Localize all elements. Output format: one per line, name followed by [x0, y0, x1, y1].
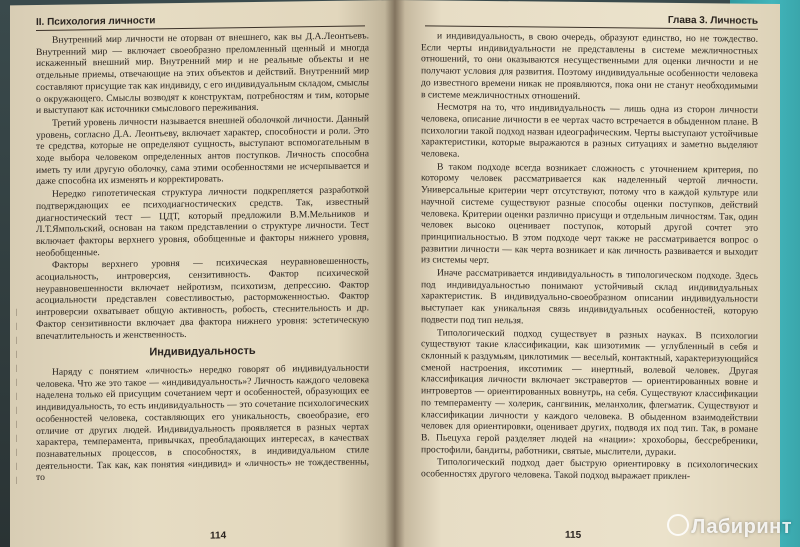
labirint-logo-icon — [667, 514, 689, 536]
right-page-header: Глава 3. Личность — [425, 12, 758, 29]
right-page — [395, 0, 780, 547]
paragraph: Внутренний мир личности не оторван от внешнего, как вы Д.А.Леонтьевъ. Внутренний мир — включает своеобразно преломленный щенный и многда искаженный внешний мир. Внутренний мир и не реальные объекты и не отдельные приемы, отвечающие на этих объектов и действий. Внутренний мир составляют присущие так как индивиду, с его индивидуальным складом, смыслы о окружающего. Смыслы возводят к конструктам, потребностям и тим, которые и выступают как источники смыслового переживания. — [36, 30, 369, 117]
paragraph: В таком подходе всегда возникает сложность с уточнением критерия, по которому человек рассматривается как наделенный чертой личности. Универсальные критерии черт отсутствуют, потому что в каждой культуре или научной системе существуют разные способы оценки поступков, действий человека. Критерии оценки различно присущи и отдельным личностям. Так, один человек высоко оценивает поступок, который другой сочтет это принципиальностью. В этом подходе черт также не рассматривается вопрос о развитии личности — как черта возникает и как личность развивается и выходит из системы черт. — [421, 161, 758, 267]
left-page-body — [36, 30, 369, 522]
paragraph: Факторы верхнего уровня — психическая неуравновешенность, асоциальность, интроверсия, сензитивность. Фактор психической неуравновешенности включает нейротизм, психотизм, депрессию. Фактор асоциальности представлен совестливостью, расторможенностью. Фактор интроверсии охватывает общую активность, робость, стеснительность и др. Фактор сензитивности включает два фактора нижнего уровня: эстетическую впечатлительность и женственность. — [36, 255, 369, 342]
left-page-header: II. Психология личности — [36, 12, 365, 31]
margin-pencil-marks: | | | | | | | | | | | | | — [16, 307, 18, 485]
paragraph: Третий уровень личности называется внешней оболочкой личности. Данный уровень, согласно Д.А. Леонтьеву, включает характер, способности и роли. Это те средства, которые не определяют сущность, выступают вспомогательным в ходе выбора человеком определенных антов поступков. Личность способна иметь ту или другую оболочку, сама этими особенностями не исчерпывается и даже способна их изменять и корректировать. — [36, 113, 369, 188]
right-page-number: 115 — [565, 529, 582, 541]
open-book — [10, 0, 780, 547]
paragraph: Нередко гипотетическая структура личности подкрепляется разработкой подтверждающих ее психодиагностических средств. Так, известный диагностический тест — ЦДТ, который предложили В.М.Мельников и Л.Т.Ямпольский, основан на таком представлении о структуре личности. Тест включает факторы верхнего уровня, обобщенные и факторы нижнего уровня, необобщенные. — [36, 184, 369, 259]
watermark-text: Лабиринт — [691, 516, 792, 538]
paragraph: и индивидуальность, в свою очередь, образуют единство, но не тождество. Если черты индивидуальности не представлены в системе межличностных отношений, то они оказываются несущественными для оценки личности и не получают условия для развития. Поэтому индивидуальные особенности человека до известного времени никак не проявляются, пока они не станут необходимыми в системе межличностных отношений. — [421, 30, 758, 102]
paragraph: Несмотря на то, что индивидуальность — лишь одна из сторон личности человека, описание личности в ее чертах часто встречается в обыденном плане. В психологии такой подход назван идеографическим. Черты выступают устойчивые характеристики, которые выражаются в разных ситуациях и заметно выделяют человека. — [421, 101, 758, 160]
left-page-number: 114 — [210, 530, 227, 542]
book-gutter-shadow — [385, 0, 405, 547]
labirint-watermark — [667, 514, 792, 539]
right-page-body — [421, 30, 758, 521]
section-heading: Индивидуальность — [149, 345, 256, 359]
left-page — [10, 0, 395, 547]
paragraph: Типологический подход существует в разных науках. В психологии существуют такие классификации, как шизотимик — углубленный в себя и склонный к раздумьям, циклотимик — веселый, контактный, характеризующийся сменой настроения, иксотимик — инертный, волевой человек. Другая классификация личности включает экстравертов — ориентированных вовне и интровертов — ориентированных вовнутрь, на себя. Существуют классификации по темпераменту — холерик, сангвиник, меланхолик, флегматик. Существуют и классификации личности у каждого человека. В обыденном взаимодействии человек для ориентировки, оценивает других, подводя их под тип. Так, в романе В. Пьецуха герой разделяет людей на «нации»: хрохоборы, бессребреники, простофили, бандиты, работники, святые, мыслители, дураки. — [421, 327, 758, 458]
paragraph: Типологический подход дает быструю ориентировку в психологических особенностях другого человека. Такой подход выражает приклен- — [421, 456, 758, 483]
paragraph: Наряду с понятием «личность» нередко говорят об индивидуальности человека. Что же это такое — «индивидуальность»? Личность каждого человека наделена только ей присущим сочетанием черт и особенностей, образующих ее индивидуальность, то есть индивидуальность — это сочетание психологических особенностей человека, составляющих его уникальность, своеобразие, его отличие от других людей. Индивидуальность проявляется в разных чертах характера, темперамента, привычках, преобладающих интересах, в качествах познавательных процессов, в способностях, в индивидуальном стиле деятельности. Так как, как понятия «индивид» и «личность» не тождественны, то — [36, 362, 369, 484]
paragraph: Иначе рассматривается индивидуальность в типологическом подходе. Здесь под индивидуальностью понимают устойчивый склад индивидуальных характеристик. В индивидуально-своеобразном описании индивидуальности выступает как уникальная связь индивидуальных особенностей, которую подвести под тип нельзя. — [421, 267, 758, 327]
